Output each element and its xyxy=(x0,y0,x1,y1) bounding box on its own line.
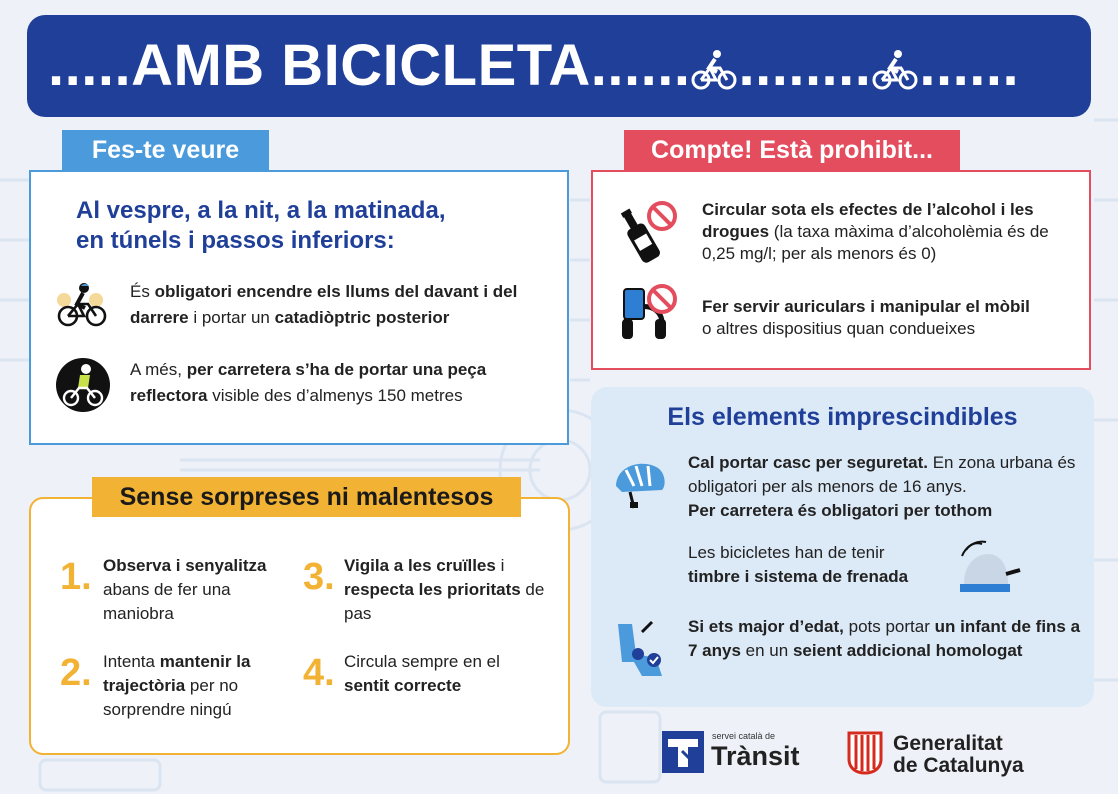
text-bold: Fer servir auriculars i manipular el mòbil xyxy=(702,297,1030,316)
text: i xyxy=(495,556,505,575)
page-title xyxy=(48,26,1078,106)
text: En zona urbana és obligatori per als menors de 16 anys. xyxy=(688,453,1076,496)
title-dots-right: ...... xyxy=(919,33,1020,98)
text-bold: obligatori encendre els llums del davant i del darrere xyxy=(130,282,518,327)
step-1 xyxy=(103,554,293,626)
helmet-requirement xyxy=(688,451,1083,523)
text-bold: catadiòptric posterior xyxy=(274,308,450,327)
step-number: 3. xyxy=(303,556,335,598)
text-bold: per carretera s’ha de portar una peça reflectora xyxy=(130,360,487,405)
heading-line: en túnels i passos inferiors: xyxy=(76,227,395,254)
text-bold: respecta les prioritats xyxy=(344,580,521,599)
title-dots-left: ..... xyxy=(48,33,132,98)
step-4 xyxy=(344,650,534,698)
child-seat-icon xyxy=(612,618,670,682)
text-bold: timbre i sistema de frenada xyxy=(688,567,909,586)
transit-logo-subtitle: servei català de xyxy=(712,731,776,741)
text: i portar un xyxy=(188,308,275,327)
visibility-tab: Fes-te veure xyxy=(62,130,269,170)
step-number: 4. xyxy=(303,652,335,694)
headphones-phone-icon xyxy=(618,283,678,345)
child-seat-requirement xyxy=(688,615,1083,663)
text: (la taxa màxima d’alcoholèmia és de 0,25 mg/l; per als menors és 0) xyxy=(702,222,1049,263)
generalitat-shield-icon xyxy=(847,731,883,775)
text-bold: Cal portar casc per seguretat. xyxy=(688,453,928,472)
logo-line: de Catalunya xyxy=(893,754,1024,777)
title-dots-mid: ...... xyxy=(590,33,691,98)
essentials-title: Els elements imprescindibles xyxy=(667,403,1018,431)
text: Les bicicletes han de tenir xyxy=(688,543,885,562)
text: abans de fer una maniobra xyxy=(103,580,231,623)
generalitat-logo-text xyxy=(893,733,1024,777)
reflective-requirement xyxy=(130,357,560,409)
text-bold: Circular sota els efectes de l’alcohol i les drogues xyxy=(702,200,1034,241)
text-bold: sentit correcte xyxy=(344,676,462,695)
text: Circula sempre en el xyxy=(344,652,500,671)
cyclist-icon xyxy=(871,46,919,94)
text-bold: mantenir la trajectòria xyxy=(103,652,251,695)
bell-icon xyxy=(956,540,1022,598)
text-bold: un infant de fins a 7 anys xyxy=(688,617,1081,660)
text: visible des d’almenys 150 metres xyxy=(207,386,463,405)
text-bold: Per carretera és obligatori per tothom xyxy=(688,501,993,520)
no-surprises-tab: Sense sorpreses ni malentesos xyxy=(92,477,521,517)
prohibited-tab: Compte! Està prohibit... xyxy=(624,130,960,170)
step-2 xyxy=(103,650,293,722)
alcohol-prohibition xyxy=(702,199,1082,265)
text-bold: Observa i senyalitza xyxy=(103,556,267,575)
text-bold: Vigila a les cruïlles xyxy=(344,556,496,575)
bell-brake-requirement xyxy=(688,541,948,589)
cyclist-icon xyxy=(690,46,738,94)
helmet-icon xyxy=(612,456,670,512)
text: pots portar xyxy=(843,617,935,636)
text: A més, xyxy=(130,360,187,379)
transit-logo-icon xyxy=(662,731,704,773)
text: Intenta xyxy=(103,652,160,671)
step-number: 2. xyxy=(60,652,92,694)
reflective-vest-icon xyxy=(56,358,110,412)
cyclist-lights-icon xyxy=(56,280,108,330)
text: per no sorprendre ningú xyxy=(103,676,239,719)
headphones-prohibition xyxy=(702,296,1082,340)
text: És xyxy=(130,282,155,301)
heading-line: Al vespre, a la nit, a la matinada, xyxy=(76,197,446,224)
lights-requirement xyxy=(130,279,560,331)
text: en un xyxy=(740,641,793,660)
alcohol-bottle-icon xyxy=(618,200,678,266)
visibility-heading xyxy=(76,196,556,256)
text: de pas xyxy=(344,580,545,623)
transit-logo-name: Trànsit xyxy=(711,741,800,771)
step-3 xyxy=(344,554,554,626)
text-bold: Si ets major d’edat, xyxy=(688,617,844,636)
text: o altres dispositius quan condueixes xyxy=(702,319,976,338)
text-bold: seient addicional homologat xyxy=(792,641,1023,660)
title-dots-mid2: ........ xyxy=(738,33,872,98)
step-number: 1. xyxy=(60,556,92,598)
title-text: AMB BICICLETA xyxy=(131,33,591,98)
logo-line: Generalitat xyxy=(893,732,1003,755)
